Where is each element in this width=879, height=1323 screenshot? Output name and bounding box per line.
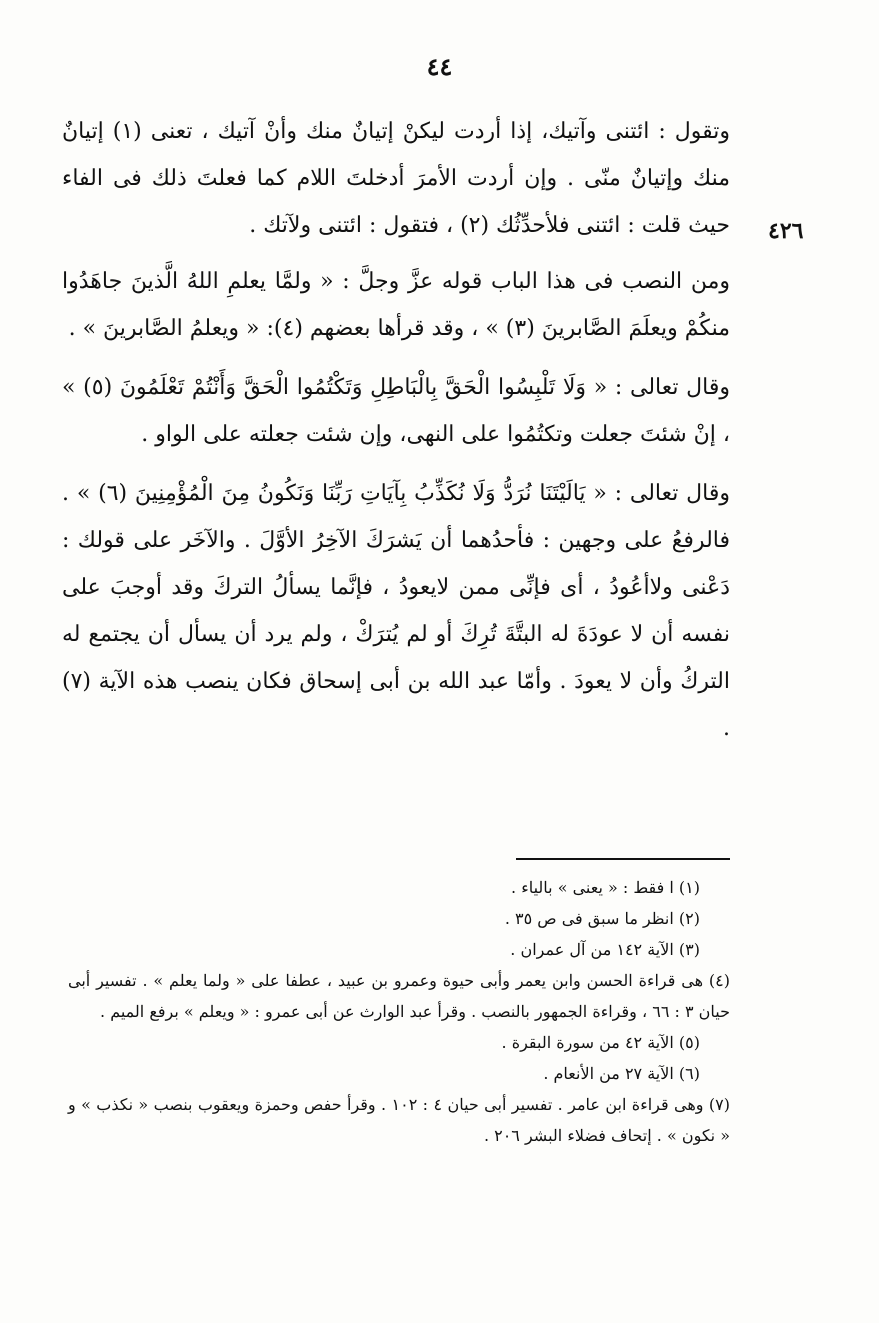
paragraph-2: ومن النصب فى هذا الباب قوله عزَّ وجلَّ : « ولمَّا يعلمِ اللهُ الَّذينَ جاهَدُوا منكُمْ ويعلَمَ الصَّابرينَ (٣) » ، وقد قرأها بعضهم (٤): « ويعلمُ الصَّابرينَ » . [62, 269, 730, 341]
footnote-divider [516, 858, 730, 860]
footnote-1: (١) ا فقط : « يعنى » بالياء . [511, 878, 700, 897]
margin-reference-number: ٤٢٦ [768, 218, 804, 244]
paragraph-4: وقال تعالى : « يَالَيْتَنَا نُرَدُّ وَلَا نُكَذِّبُ بِآيَاتِ رَبِّنَا وَنَكُونُ مِنَ الْمُؤْمِنِينَ (٦) » . فالرفعُ على وجهين : فأحدُهما أن يَشرَكَ الآخِرُ الأوَّلَ . والآخَر على قولك : دَعْنى ولاأعُودُ ، أى فإنِّى ممن لايعودُ ، فإنَّما يسألُ التركَ وقد أوجبَ على نفسه أن لا عودَةَ له البتَّةَ تُرِكَ أو لم يُترَكْ ، ولم يرد أن يسأل أن يجتمع له التركُ وأن لا يعودَ . وأمّا عبد الله بن أبى إسحاق فكان ينصب هذه الآية (٧) . [62, 481, 730, 741]
footnote-6: (٦) الآية ٢٧ من الأنعام . [543, 1064, 700, 1083]
footnote-7: (٧) وهى قراءة ابن عامر . تفسير أبى حيان ٤ : ١٠٢ . وقرأ حفص وحمزة ويعقوب بنصب « نكذب » و « نكون » . إتحاف فضلاء البشر ٢٠٦ . [68, 1095, 731, 1145]
page-number: ٤٤ [426, 52, 453, 81]
footnote-5: (٥) الآية ٤٢ من سورة البقرة . [501, 1033, 700, 1052]
paragraph-1: وتقول : ائتنى وآتيك، إذا أردت ليكنْ إتيانٌ منك وأنْ آتيك ، تعنى (١) إتيانٌ منك وإتيانٌ منّى . وإن أردت الأمرَ أدخلتَ اللام كما فعلتَ ذلك فى الفاء حيث قلت : ائتنى فلأحدِّثُك (٢) ، فتقول : ائتنى ولآتك . [62, 119, 730, 238]
footnote-3: (٣) الآية ١٤٢ من آل عمران . [510, 940, 700, 959]
footnote-2: (٢) انظر ما سبق فى ص ٣٥ . [504, 909, 700, 928]
paragraph-3: وقال تعالى : « وَلَا تَلْبِسُوا الْحَقَّ بِالْبَاطِلِ وَتَكْتُمُوا الْحَقَّ وَأَنْتُمْ تَعْلَمُونَ (٥) » ، إنْ شئتَ جعلت وتكتُمُوا على النهى، وإن شئت جعلته على الواو . [62, 375, 730, 447]
main-text [62, 108, 730, 752]
footnotes [68, 872, 730, 1151]
footnote-4: (٤) هى قراءة الحسن وابن يعمر وأبى حيوة وعمرو بن عبيد ، عطفا على « ولما يعلم » . تفسير أبى حيان ٣ : ٦٦ ، وقراءة الجمهور بالنصب . وقرأ عبد الوارث عن أبى عمرو : « ويعلم » برفع الميم . [68, 971, 730, 1021]
